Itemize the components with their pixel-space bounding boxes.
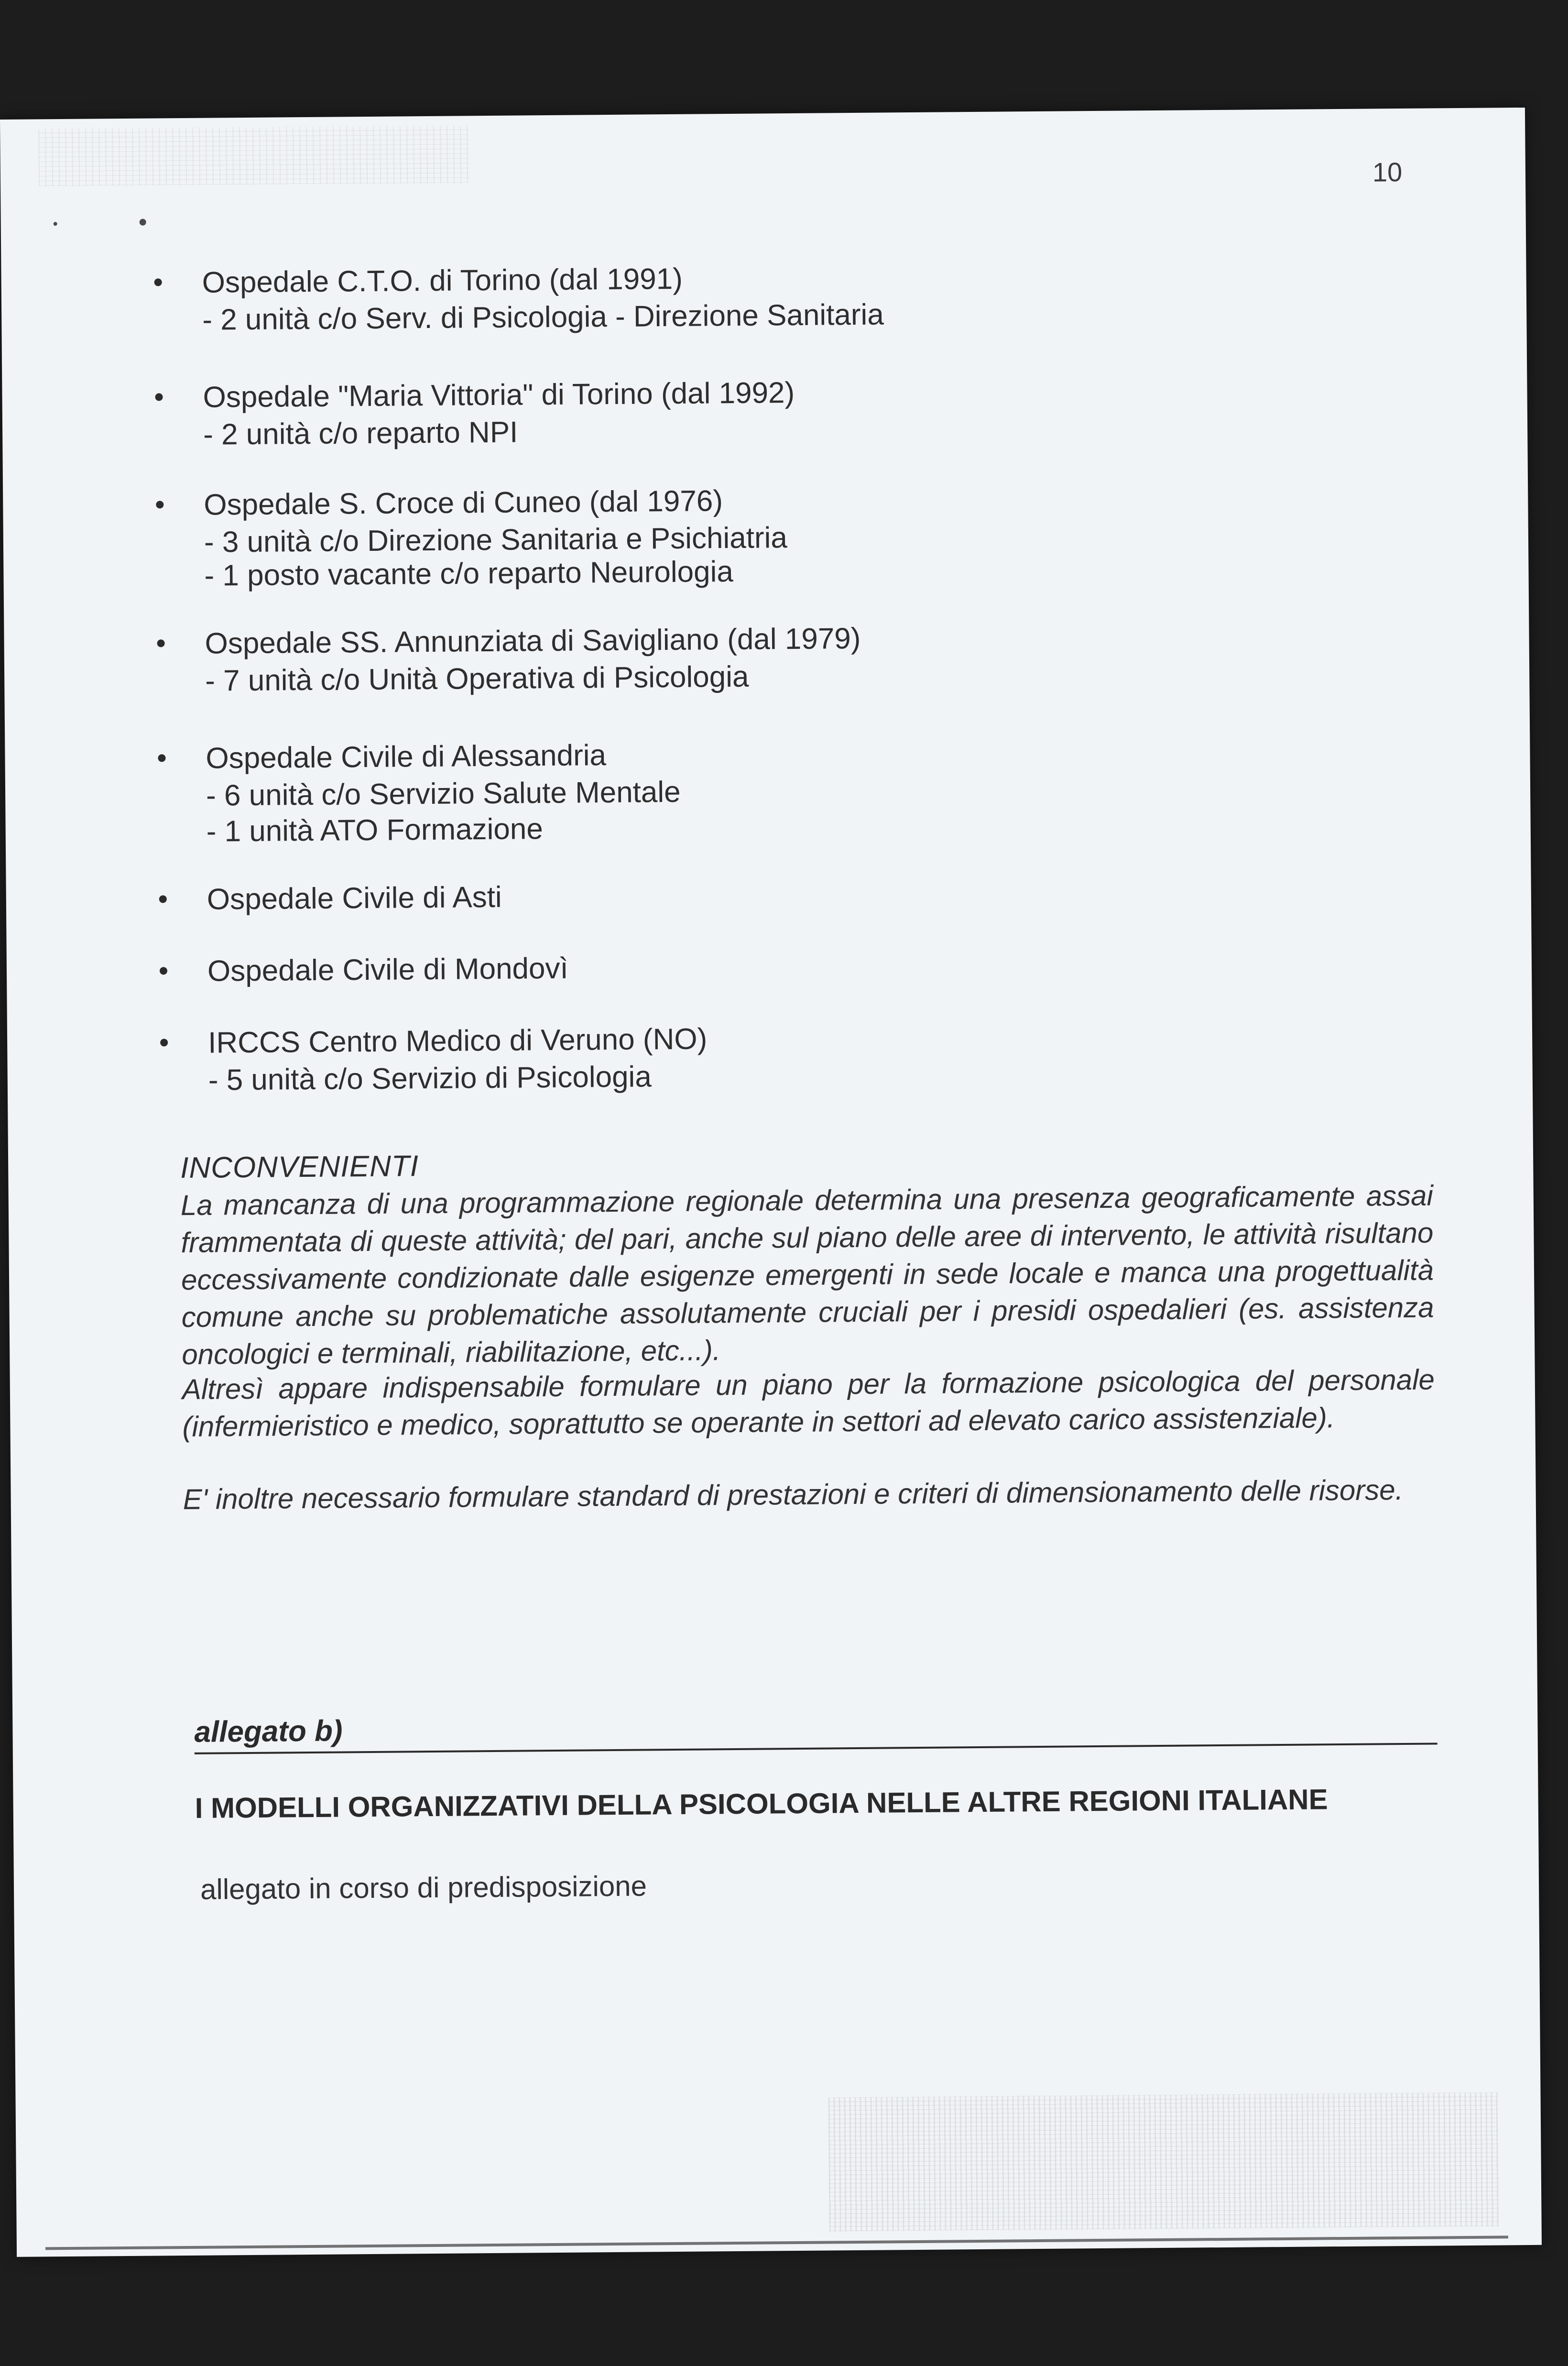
bullet-icon xyxy=(154,278,162,286)
scan-speck xyxy=(54,222,57,226)
hospital-detail: - 7 unità c/o Unità Operativa di Psicologia xyxy=(205,660,749,698)
page-number: 10 xyxy=(1372,156,1403,187)
list-item xyxy=(160,369,1403,451)
paragraph: Altresì appare indispensabile formulare un piano per la formazione psicologica del personale (infermieristico e medico, soprattutto se operante in settori ad elevato carico assistenziale). xyxy=(182,1363,1435,1443)
hospital-detail: - 2 unità c/o Serv. di Psicologia - Direzione Sanitaria xyxy=(202,298,884,337)
list-item xyxy=(164,943,1407,988)
bullet-icon xyxy=(155,393,163,401)
scan-edge-line xyxy=(45,2235,1508,2250)
list-item xyxy=(164,871,1407,916)
hospital-name: Ospedale Civile di Mondovì xyxy=(207,952,568,988)
hospital-detail: - 1 posto vacante c/o reparto Neurologia xyxy=(204,555,734,592)
hospital-detail: - 3 unità c/o Direzione Sanitaria e Psichiatria xyxy=(204,521,788,559)
bullet-icon xyxy=(159,895,167,903)
bullet-icon xyxy=(160,1039,168,1046)
section-note: allegato in corso di predisposizione xyxy=(200,1870,647,1906)
hospital-detail: - 2 unità c/o reparto NPI xyxy=(203,416,518,451)
scan-speck xyxy=(140,219,146,226)
paragraph: E' inoltre necessario formulare standard di prestazioni e criteri di dimensionamento delle risorse. xyxy=(183,1474,1404,1516)
scan-noise-bottom xyxy=(828,2092,1499,2232)
hospital-name: Ospedale "Maria Vittoria" di Torino (dal 1992) xyxy=(203,376,795,414)
hospital-detail: - 1 unità ATO Formazione xyxy=(206,812,544,848)
allegato-label: allegato b) xyxy=(194,1714,343,1749)
list-item xyxy=(165,1015,1408,1097)
hospital-name: Ospedale S. Croce di Cuneo (dal 1976) xyxy=(204,484,723,522)
list-item xyxy=(162,615,1405,698)
section-title: I MODELLI ORGANIZZATIVI DELLA PSICOLOGIA NELLE ALTRE REGIONI ITALIANE xyxy=(195,1783,1328,1824)
list-item xyxy=(163,730,1405,848)
hospital-detail: - 6 unità c/o Servizio Salute Mentale xyxy=(206,775,681,812)
bullet-icon xyxy=(157,639,165,647)
list-item xyxy=(159,254,1402,337)
hospital-name: IRCCS Centro Medico di Veruno (NO) xyxy=(207,1022,708,1060)
hospital-name: Ospedale Civile di Alessandria xyxy=(206,739,607,775)
bullet-icon xyxy=(158,754,165,762)
document-page xyxy=(0,108,1542,2257)
paragraph: La mancanza di una programmazione regionale determina una presenza geograficamente assai frammentata di queste attività; del pari, anche sul piano delle aree di intervento, le attività risultano eccessivamente condizionate dalle esigenze emergenti in sede locale e manca una progettualità comune anche su problematiche assolutamente cruciali per i presidi ospedalieri (es. assistenza oncologici e terminali, riabilitazione, etc...). xyxy=(180,1179,1434,1371)
bullet-icon xyxy=(160,967,167,975)
list-item xyxy=(161,477,1404,592)
divider xyxy=(195,1742,1437,1754)
hospital-name: Ospedale Civile di Asti xyxy=(207,880,502,916)
scan-noise-top xyxy=(38,125,469,186)
bullet-icon xyxy=(156,501,163,508)
hospital-name: Ospedale SS. Annunziata di Savigliano (dal 1979) xyxy=(205,622,861,660)
hospital-name: Ospedale C.T.O. di Torino (dal 1991) xyxy=(202,262,683,299)
hospital-detail: - 5 unità c/o Servizio di Psicologia xyxy=(208,1060,652,1097)
section-heading-inconvenienti: INCONVENIENTI xyxy=(180,1150,419,1185)
